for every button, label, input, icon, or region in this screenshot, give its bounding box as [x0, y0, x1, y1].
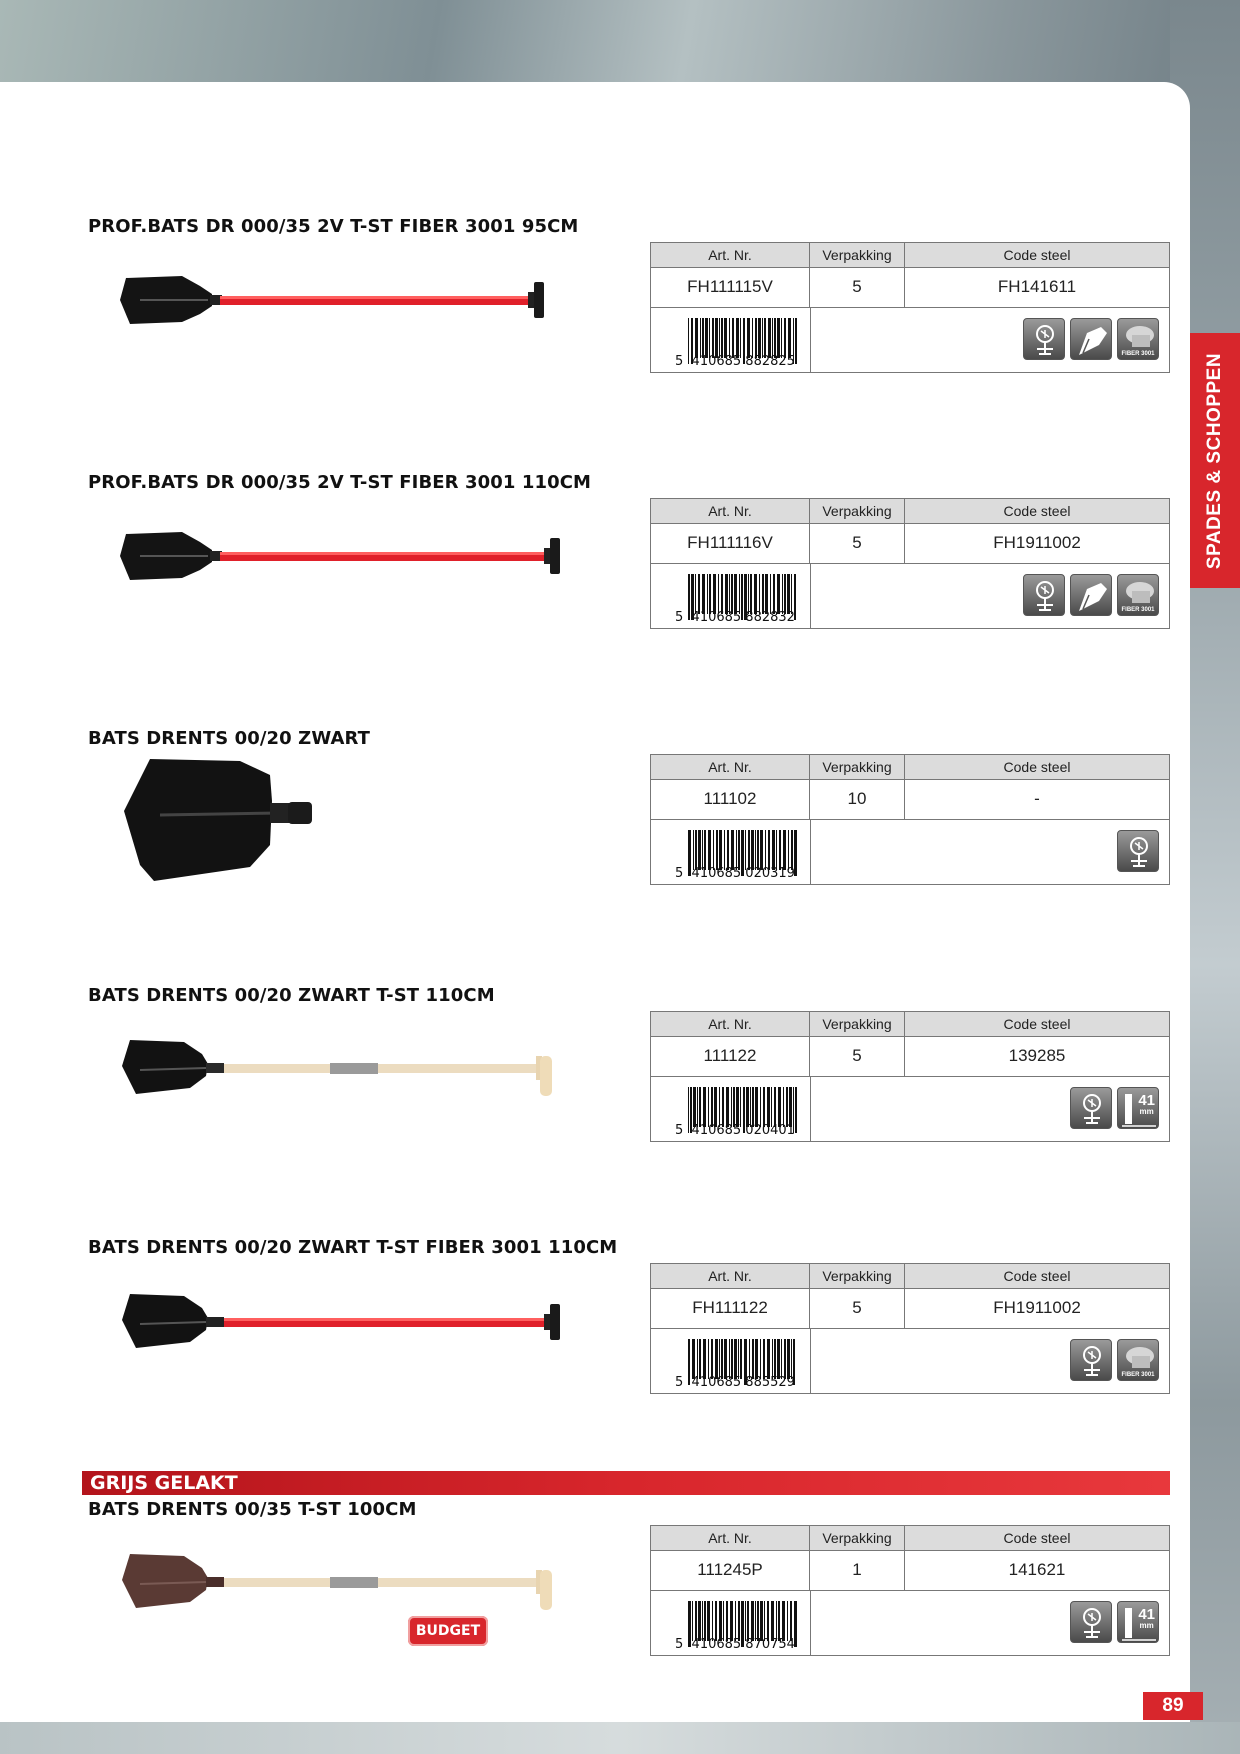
- barcode-number: 410685 885529: [691, 1375, 795, 1390]
- barcode-digits: [675, 866, 795, 881]
- spec-header-cell: Art. Nr.: [651, 1526, 810, 1550]
- product-title: BATS DRENTS 00/20 ZWART T-ST 110CM: [88, 985, 495, 1006]
- spec-header-cell: Code steel: [1003, 1268, 1071, 1284]
- budget-badge: BUDGET: [408, 1616, 488, 1646]
- spec-table: [650, 1263, 1170, 1394]
- spec-table: [650, 1011, 1170, 1142]
- verpakking-cell: 10: [810, 779, 905, 819]
- spec-header-cell: Code steel: [1003, 247, 1071, 263]
- steel-grade-icon: [1023, 318, 1065, 360]
- barcode-first-digit: 5: [675, 354, 692, 369]
- spec-header-cell: Verpakking: [810, 1526, 905, 1550]
- fiber-label: FIBER 3001: [1121, 351, 1155, 357]
- spec-barcode-row: [651, 1591, 1169, 1655]
- spec-header-cell: Art. Nr.: [651, 1264, 810, 1288]
- spec-header-cell: Art. Nr.: [651, 243, 810, 267]
- spec-barcode-row: [651, 1329, 1169, 1393]
- spec-header-cell: Verpakking: [810, 1264, 905, 1288]
- art-nr-cell: 111122: [651, 1036, 810, 1076]
- product-title: PROF.BATS DR 000/35 2V T-ST FIBER 3001 95CM: [88, 216, 579, 237]
- product-image-2: [120, 526, 580, 606]
- verpakking-cell: 1: [810, 1550, 905, 1590]
- spec-barcode-row: [651, 820, 1169, 884]
- spec-header-row: [651, 1264, 1169, 1289]
- diameter-unit: mm: [1139, 1621, 1154, 1630]
- art-nr-cell: 111102: [651, 779, 810, 819]
- product-image-5: [120, 1290, 580, 1370]
- diameter-number: 41: [1138, 1092, 1155, 1109]
- product-image-4: [120, 1036, 570, 1116]
- background-bottom: [0, 1722, 1240, 1754]
- feature-icons: [1023, 574, 1159, 616]
- spec-header-cell: Art. Nr.: [651, 499, 810, 523]
- spec-header-cell: Code steel: [1003, 759, 1071, 775]
- spec-header-row: [651, 755, 1169, 780]
- fiber-3001-icon: [1117, 1339, 1159, 1381]
- product-title: BATS DRENTS 00/35 T-ST 100CM: [88, 1499, 417, 1520]
- barcode-number: 410685 020319: [691, 866, 795, 881]
- spec-value-row: [651, 1550, 1169, 1591]
- barcode-digits: [675, 354, 795, 369]
- product-title: BATS DRENTS 00/20 ZWART T-ST FIBER 3001 110CM: [88, 1237, 618, 1258]
- feature-icons: [1070, 1339, 1159, 1381]
- product-title: PROF.BATS DR 000/35 2V T-ST FIBER 3001 110CM: [88, 472, 592, 493]
- handle-tip-icon: [1070, 574, 1112, 616]
- feature-icons: [1070, 1087, 1159, 1129]
- feature-icons: [1070, 1601, 1159, 1643]
- barcode-number: 410685 882832: [691, 610, 795, 625]
- spec-value-row: [651, 1036, 1169, 1077]
- fiber-3001-icon: [1117, 318, 1159, 360]
- barcode-digits: [675, 1375, 795, 1390]
- verpakking-cell: 5: [810, 1288, 905, 1328]
- barcode-first-digit: 5: [675, 1123, 692, 1138]
- code-steel-cell: FH141611: [997, 277, 1077, 296]
- verpakking-cell: 5: [810, 1036, 905, 1076]
- steel-grade-icon: [1023, 574, 1065, 616]
- fiber-3001-icon: [1117, 574, 1159, 616]
- fiber-label: FIBER 3001: [1121, 607, 1155, 613]
- spec-header-cell: Art. Nr.: [651, 1012, 810, 1036]
- verpakking-cell: 5: [810, 267, 905, 307]
- diameter-41mm-icon: [1117, 1601, 1159, 1643]
- product-image-1: [120, 270, 560, 350]
- spec-header-cell: Code steel: [1003, 503, 1071, 519]
- spec-header-cell: Art. Nr.: [651, 755, 810, 779]
- code-steel-cell: FH1911002: [993, 1298, 1081, 1317]
- fiber-label: FIBER 3001: [1121, 1372, 1155, 1378]
- spec-table: [650, 498, 1170, 629]
- barcode: [651, 308, 811, 372]
- spec-table: [650, 1525, 1170, 1656]
- section-side-tab: [1190, 333, 1240, 588]
- spec-header-cell: Verpakking: [810, 755, 905, 779]
- barcode: [651, 1329, 811, 1393]
- side-tab-label: SPADES & SCHOPPEN: [1204, 352, 1226, 569]
- spec-header-cell: Code steel: [1003, 1016, 1071, 1032]
- spec-header-cell: Verpakking: [810, 243, 905, 267]
- spec-header-cell: Code steel: [1003, 1530, 1071, 1546]
- spec-value-row: [651, 779, 1169, 820]
- art-nr-cell: FH111116V: [651, 523, 810, 563]
- feature-icons: [1023, 318, 1159, 360]
- page-number: 89: [1143, 1692, 1203, 1720]
- barcode-first-digit: 5: [675, 866, 692, 881]
- barcode-first-digit: 5: [675, 1637, 692, 1652]
- barcode: [651, 820, 811, 884]
- code-steel-cell: -: [1034, 789, 1040, 808]
- diameter-value: [1138, 1094, 1155, 1116]
- barcode-first-digit: 5: [675, 610, 692, 625]
- code-steel-cell: 141621: [1008, 1560, 1066, 1579]
- spec-value-row: [651, 1288, 1169, 1329]
- handle-tip-icon: [1070, 318, 1112, 360]
- verpakking-cell: 5: [810, 523, 905, 563]
- code-steel-cell: FH1911002: [993, 533, 1081, 552]
- code-steel-cell: 139285: [1008, 1046, 1066, 1065]
- barcode-digits: [675, 1123, 795, 1138]
- spec-table: [650, 242, 1170, 373]
- barcode: [651, 564, 811, 628]
- spec-barcode-row: [651, 308, 1169, 372]
- steel-grade-icon: [1117, 830, 1159, 872]
- barcode-digits: [675, 1637, 795, 1652]
- spec-barcode-row: [651, 564, 1169, 628]
- art-nr-cell: FH111122: [651, 1288, 810, 1328]
- spec-value-row: [651, 267, 1169, 308]
- steel-grade-icon: [1070, 1601, 1112, 1643]
- diameter-value: [1138, 1608, 1155, 1630]
- barcode: [651, 1077, 811, 1141]
- section-heading-bar: [82, 1471, 1170, 1495]
- spec-table: [650, 754, 1170, 885]
- section-heading: GRIJS GELAKT: [90, 1472, 238, 1494]
- barcode-number: 410685 870754: [691, 1637, 795, 1652]
- art-nr-cell: FH111115V: [651, 267, 810, 307]
- product-image-6: [120, 1550, 570, 1630]
- spec-barcode-row: [651, 1077, 1169, 1141]
- spec-header-row: [651, 243, 1169, 268]
- spec-header-row: [651, 1012, 1169, 1037]
- diameter-unit: mm: [1139, 1107, 1154, 1116]
- spec-value-row: [651, 523, 1169, 564]
- spec-header-cell: Verpakking: [810, 1012, 905, 1036]
- barcode-number: 410685 882825: [691, 354, 795, 369]
- diameter-number: 41: [1138, 1606, 1155, 1623]
- art-nr-cell: 111245P: [651, 1550, 810, 1590]
- barcode-number: 410685 020401: [691, 1123, 795, 1138]
- barcode-digits: [675, 610, 795, 625]
- steel-grade-icon: [1070, 1339, 1112, 1381]
- product-title: BATS DRENTS 00/20 ZWART: [88, 728, 371, 749]
- diameter-41mm-icon: [1117, 1087, 1159, 1129]
- feature-icons: [1117, 830, 1159, 872]
- barcode: [651, 1591, 811, 1655]
- spec-header-row: [651, 1526, 1169, 1551]
- barcode-first-digit: 5: [675, 1375, 692, 1390]
- spec-header-row: [651, 499, 1169, 524]
- spec-header-cell: Verpakking: [810, 499, 905, 523]
- steel-grade-icon: [1070, 1087, 1112, 1129]
- product-image-3: [120, 755, 340, 885]
